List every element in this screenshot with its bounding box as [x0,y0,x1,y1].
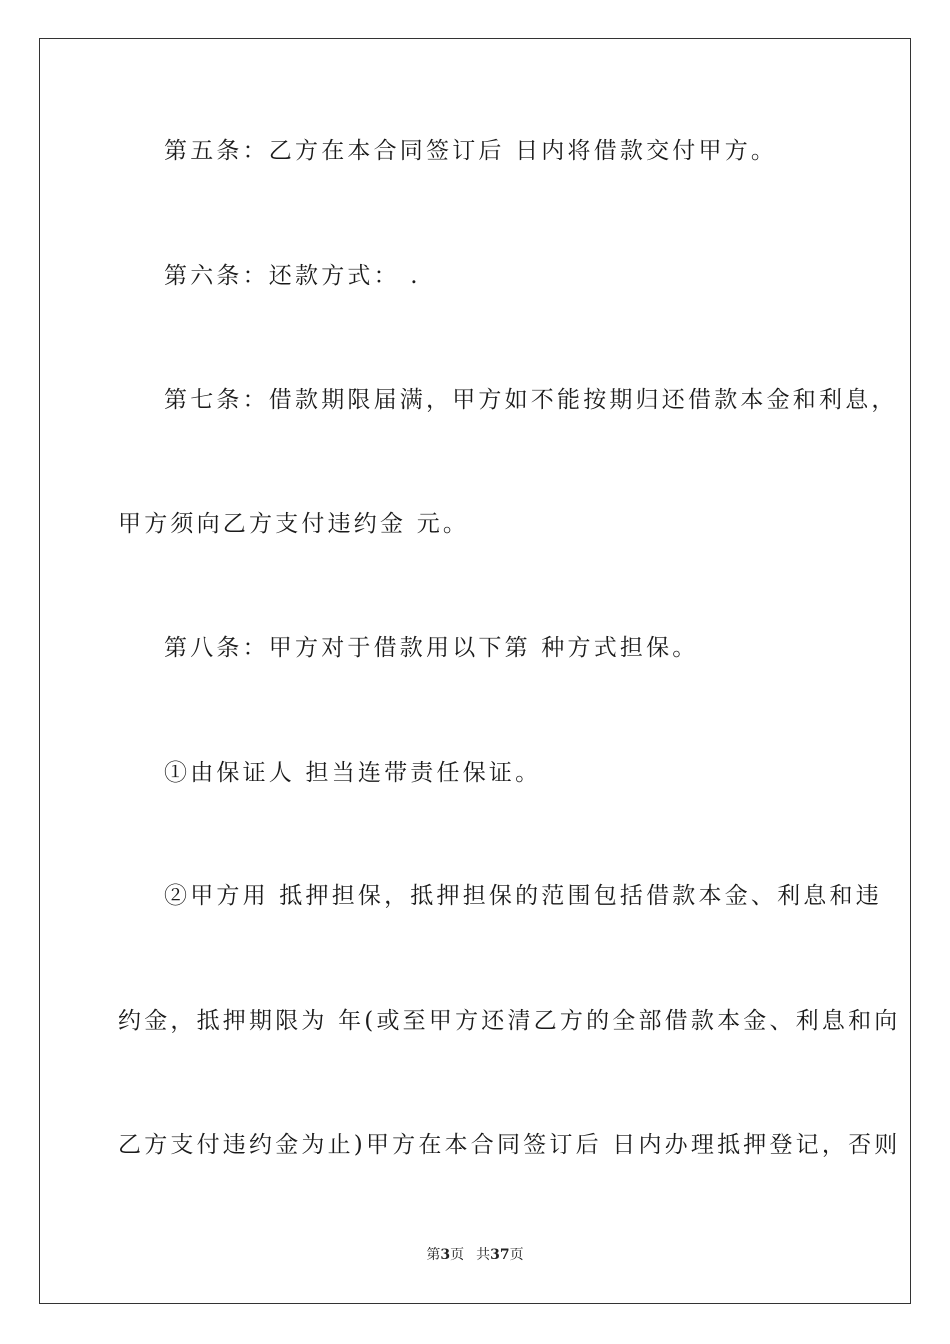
clause-7-line-1: 第七条：借款期限届满，甲方如不能按期归还借款本金和利息， [164,387,898,413]
clause-6: 第六条：还款方式： . [164,263,421,289]
clause-8-item-2-line-2: 约金，抵押期限为 年(或至甲方还清乙方的全部借款本金、利息和向 [118,1008,901,1034]
footer-page-number: 3 [440,1247,451,1263]
page-footer [0,1246,950,1264]
footer-page-suffix: 页 [450,1247,465,1263]
footer-total-prefix: 共 [476,1247,491,1263]
page-border [39,38,911,1304]
footer-total-suffix: 页 [509,1247,524,1263]
clause-8-item-1: ①由保证人 担当连带责任保证。 [164,760,542,786]
clause-7-line-2: 甲方须向乙方支付违约金 元。 [118,511,470,537]
clause-5: 第五条：乙方在本合同签订后 日内将借款交付甲方。 [164,138,778,164]
footer-total-pages: 37 [490,1247,510,1263]
clause-8-item-2-line-3: 乙方支付违约金为止)甲方在本合同签订后 日内办理抵押登记，否则 [118,1132,901,1158]
footer-page-prefix: 第 [426,1247,441,1263]
clause-8: 第八条：甲方对于借款用以下第 种方式担保。 [164,635,699,661]
clause-8-item-2-line-1: ②甲方用 抵押担保，抵押担保的范围包括借款本金、利息和违 [164,883,882,909]
